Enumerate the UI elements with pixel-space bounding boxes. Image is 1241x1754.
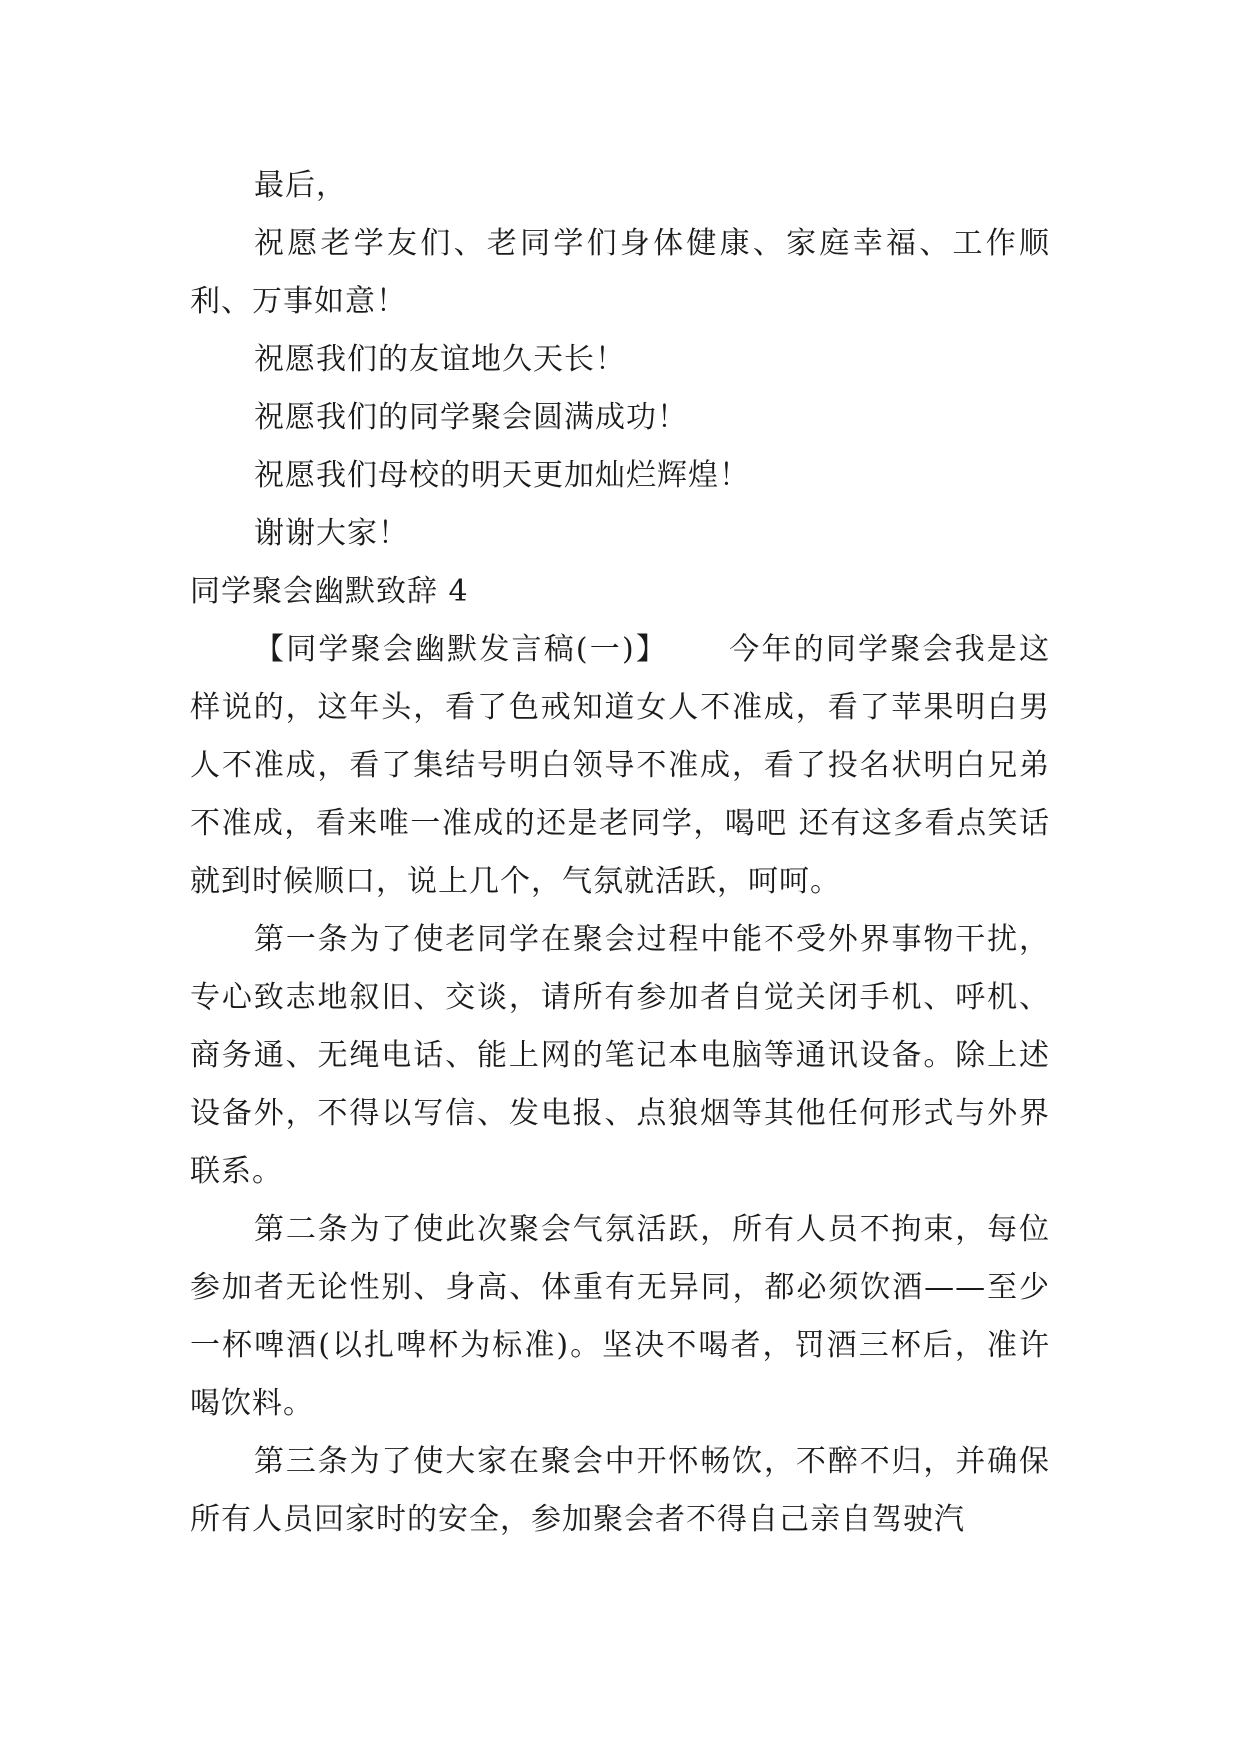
- paragraph-thanks: 谢谢大家！: [254, 516, 409, 551]
- paragraph-wish-school: 祝愿我们母校的明天更加灿烂辉煌！: [254, 458, 750, 493]
- speech-heading: 【同学聚会幽默发言稿(一)】: [254, 632, 669, 667]
- paragraph-wish-success: 祝愿我们的同学聚会圆满成功！: [254, 400, 688, 435]
- paragraph-rule-3: 第三条为了使大家在聚会中开怀畅饮，不醉不归，并确保所有人员回家时的安全，参加聚会者不得自己亲自驾驶汽: [190, 1444, 1050, 1537]
- paragraph-wish-friendship: 祝愿我们的友谊地久天长！: [254, 342, 626, 377]
- paragraph-rule-2: 第二条为了使此次聚会气氛活跃，所有人员不拘束，每位参加者无论性别、身高、体重有无异同，都必须饮酒——至少一杯啤酒(以扎啤杯为标准)。坚决不喝者，罚酒三杯后，准许喝饮料。: [190, 1212, 1050, 1421]
- section-title: 同学聚会幽默致辞 4: [190, 574, 469, 609]
- document-body: [190, 157, 1050, 1549]
- speech-intro-text: 今年的同学聚会我是这样说的，这年头，看了色戒知道女人不准成，看了苹果明白男人不准成，看了集结号明白领导不准成，看了投名状明白兄弟不准成，看来唯一准成的还是老同学，喝吧 还有这多看点笑话就到时候顺口，说上几个，气氛就活跃，呵呵。: [190, 632, 1051, 899]
- paragraph-closing: 最后，: [254, 168, 347, 203]
- paragraph-wish-health: 祝愿老学友们、老同学们身体健康、家庭幸福、工作顺利、万事如意！: [190, 226, 1050, 319]
- paragraph-speech-intro: [190, 621, 1050, 911]
- paragraph-rule-1: 第一条为了使老同学在聚会过程中能不受外界事物干扰，专心致志地叙旧、交谈，请所有参加者自觉关闭手机、呼机、商务通、无绳电话、能上网的笔记本电脑等通讯设备。除上述设备外，不得以写信、发电报、点狼烟等其他任何形式与外界联系。: [190, 922, 1050, 1189]
